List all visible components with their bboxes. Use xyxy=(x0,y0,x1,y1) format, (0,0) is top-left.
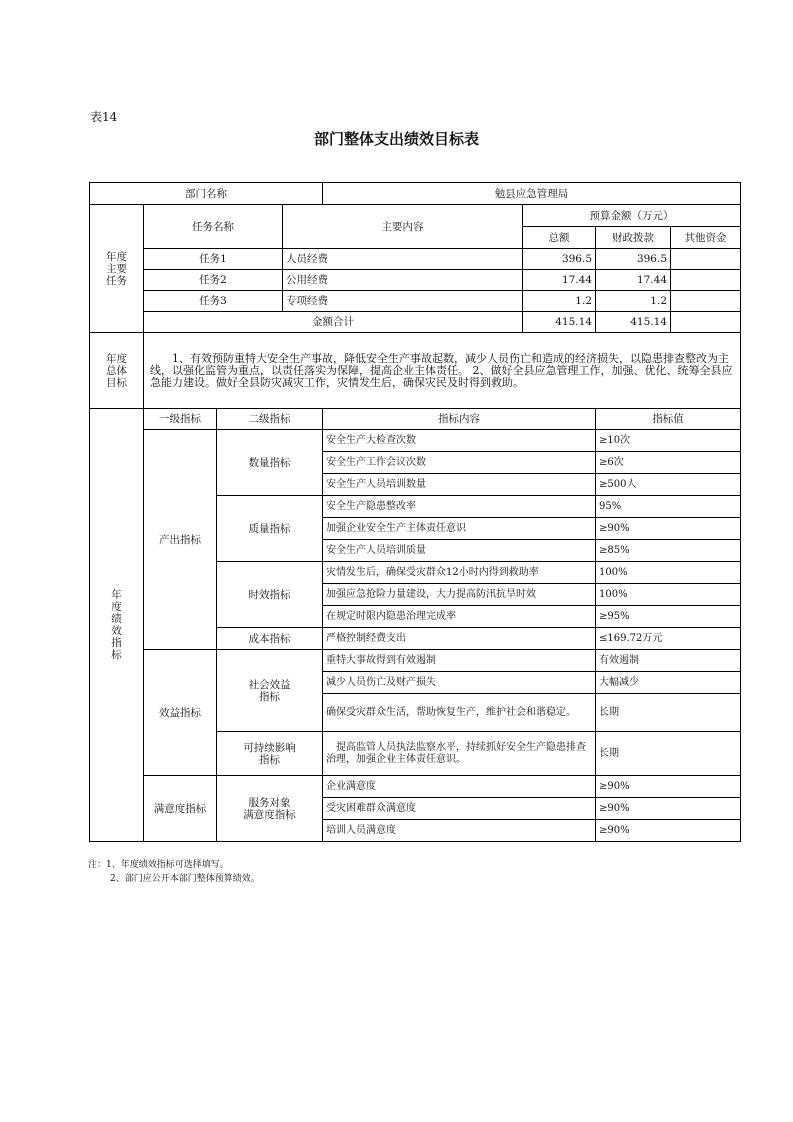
table-number: 表14 xyxy=(90,110,118,124)
indicator-content: 提高监管人员执法监察水平，持续抓好安全生产隐患排查治理，加强企业主体责任意识。 xyxy=(323,732,596,776)
indicator-content: 安全生产人员培训数量 xyxy=(323,474,596,496)
indicator-value: ≥10次 xyxy=(596,430,741,452)
goal-text: 1、有效预防重特大安全生产事故，降低安全生产事故起数，减少人员伤亡和造成的经济损失，以隐患排查整改为主线，以强化监管为重点，以责任落实为保障，提高企业主体责任。 2、做好全县应急管理工作，加强、优化、统筹全县应急能力建设。做好全县防灾减灾工作，灾情发生后，确保灾民及时得到救助。 xyxy=(144,333,741,409)
satisfaction-indicator: 满意度指标 xyxy=(144,776,217,842)
perf-section-label: 年 度 绩 效 指 标 xyxy=(90,409,144,842)
task-fiscal: 396.5 xyxy=(596,249,671,270)
indicator-value: 100% xyxy=(596,584,741,606)
cost-indicator: 成本指标 xyxy=(217,628,323,650)
footnotes xyxy=(88,858,260,886)
task-other xyxy=(671,249,741,270)
fiscal-header: 财政拨款 xyxy=(596,227,671,249)
tasks-section-label: 年度 主要 任务 xyxy=(90,205,144,333)
indicator-value: ≥90% xyxy=(596,776,741,798)
task-name: 任务1 xyxy=(144,249,283,270)
task-total: 396.5 xyxy=(523,249,596,270)
dept-name-label: 部门名称 xyxy=(90,183,323,205)
indicator-content: 加强应急抢险力量建设，大力提高防汛抗旱时效 xyxy=(323,584,596,606)
level1-header: 一级指标 xyxy=(144,409,217,430)
indicator-content: 安全生产大检查次数 xyxy=(323,430,596,452)
sum-fiscal: 415.14 xyxy=(596,312,671,333)
indicator-content: 企业满意度 xyxy=(323,776,596,798)
task-other xyxy=(671,270,741,291)
task-total: 1.2 xyxy=(523,291,596,312)
value-header: 指标值 xyxy=(596,409,741,430)
benefit-indicator: 效益指标 xyxy=(144,650,217,776)
dept-name-value: 勉县应急管理局 xyxy=(323,183,741,205)
footnote: 注：1、年度绩效指标可选择填写。 xyxy=(88,860,229,870)
indicator-content: 严格控制经费支出 xyxy=(323,628,596,650)
indicator-value: 100% xyxy=(596,562,741,584)
task-fiscal: 17.44 xyxy=(596,270,671,291)
performance-table xyxy=(89,182,741,842)
indicator-value: ≥95% xyxy=(596,606,741,628)
indicator-content: 加强企业安全生产主体责任意识 xyxy=(323,518,596,540)
task-content: 专项经费 xyxy=(283,291,523,312)
task-content-header: 主要内容 xyxy=(283,205,523,249)
indicator-content: 安全生产人员培训质量 xyxy=(323,540,596,562)
social-benefit-indicator: 社会效益 指标 xyxy=(217,650,323,732)
task-name-header: 任务名称 xyxy=(144,205,283,249)
quantity-indicator: 数量指标 xyxy=(217,430,323,496)
task-content: 人员经费 xyxy=(283,249,523,270)
page-title: 部门整体支出绩效目标表 xyxy=(313,130,479,148)
sum-label: 金额合计 xyxy=(144,312,523,333)
indicator-value: ≥85% xyxy=(596,540,741,562)
goal-label: 年度 总体 目标 xyxy=(90,333,144,409)
sustainability-indicator: 可持续影响 指标 xyxy=(217,732,323,776)
task-name: 任务2 xyxy=(144,270,283,291)
sum-total: 415.14 xyxy=(523,312,596,333)
indicator-content: 灾情发生后，确保受灾群众12小时内得到救助率 xyxy=(323,562,596,584)
indicator-content: 确保受灾群众生活，帮助恢复生产，维护社会和谐稳定。 xyxy=(323,694,596,732)
indicator-content: 减少人员伤亡及财产损失 xyxy=(323,672,596,694)
indicator-value: ≥90% xyxy=(596,820,741,842)
indicator-value: ≥90% xyxy=(596,518,741,540)
indicator-value: ≥500人 xyxy=(596,474,741,496)
indicator-value: 95% xyxy=(596,496,741,518)
task-fiscal: 1.2 xyxy=(596,291,671,312)
output-indicator: 产出指标 xyxy=(144,430,217,650)
quality-indicator: 质量指标 xyxy=(217,496,323,562)
level2-header: 二级指标 xyxy=(217,409,323,430)
indicator-value: ≥6次 xyxy=(596,452,741,474)
indicator-value: 大幅减少 xyxy=(596,672,741,694)
indicator-value: ≥90% xyxy=(596,798,741,820)
indicator-content: 受灾困难群众满意度 xyxy=(323,798,596,820)
indicator-value: 长期 xyxy=(596,694,741,732)
service-satisfaction-indicator: 服务对象 满意度指标 xyxy=(217,776,323,842)
indicator-content: 重特大事故得到有效遏制 xyxy=(323,650,596,672)
budget-header: 预算金额（万元） xyxy=(523,205,741,227)
indicator-value: ≤169.72万元 xyxy=(596,628,741,650)
task-content: 公用经费 xyxy=(283,270,523,291)
timeliness-indicator: 时效指标 xyxy=(217,562,323,628)
task-other xyxy=(671,291,741,312)
footnote: 2、部门应公开本部门整体预算绩效。 xyxy=(110,874,260,884)
indicator-content: 在规定时限内隐患治理完成率 xyxy=(323,606,596,628)
indicator-content: 培训人员满意度 xyxy=(323,820,596,842)
indicator-content: 安全生产隐患整改率 xyxy=(323,496,596,518)
other-header: 其他资金 xyxy=(671,227,741,249)
task-name: 任务3 xyxy=(144,291,283,312)
indicator-content: 安全生产工作会议次数 xyxy=(323,452,596,474)
task-total: 17.44 xyxy=(523,270,596,291)
total-header: 总额 xyxy=(523,227,596,249)
indicator-value: 长期 xyxy=(596,732,741,776)
indicator-value: 有效遏制 xyxy=(596,650,741,672)
sum-other xyxy=(671,312,741,333)
content-header: 指标内容 xyxy=(323,409,596,430)
